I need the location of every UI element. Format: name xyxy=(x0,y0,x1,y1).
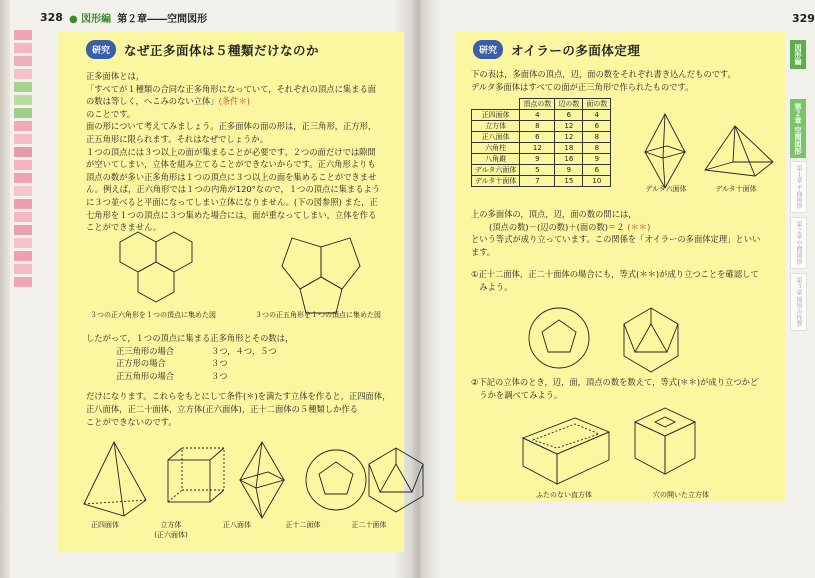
section-label: ● 図形編 xyxy=(68,14,112,25)
index-tab-strip xyxy=(14,30,32,320)
left-page-header xyxy=(40,10,207,25)
para2: 面の形について考えてみましょう。正多面体の面の形は，正三角形，正方形， 正五角形に限られます。それはなぜでしょうか。 xyxy=(86,121,377,144)
pentagon-caption: ３つの正五角形を１つの頂点に集めた図 xyxy=(255,311,381,319)
table-row xyxy=(472,165,611,176)
table-cell: 5 xyxy=(520,165,555,176)
case-count: ３つ xyxy=(211,358,228,369)
table-cell: 12 xyxy=(555,121,583,132)
table-cell: 18 xyxy=(555,143,583,154)
formula-section xyxy=(471,208,781,294)
left-body-2 xyxy=(86,332,400,428)
table-cell: 6 xyxy=(583,165,611,176)
nav-item[interactable]: 第２章 空間図形 xyxy=(790,217,807,269)
table-cell: 6 xyxy=(520,132,555,143)
holed-cube-caption: 穴の開いた立方体 xyxy=(653,491,709,499)
left-research-box xyxy=(58,32,404,552)
table-cell: デルタ十面体 xyxy=(472,176,520,187)
chapter-label: 第２章――空間図形 xyxy=(117,14,208,25)
para4: したがって，１つの頂点に集まる正多角形とその数は， xyxy=(86,333,294,343)
table-header xyxy=(472,99,520,110)
table-cell: 7 xyxy=(520,176,555,187)
table-cell: 4 xyxy=(520,110,555,121)
table-cell: 15 xyxy=(555,176,583,187)
cases-list xyxy=(116,345,400,383)
formula-intro: 上の多面体の，頂点，辺，面の数の間には， xyxy=(471,209,637,219)
solid-caption: 正十二面体 xyxy=(285,521,321,529)
para5: だけになります。これらをもとにして条件(＊)を満たす立体を作ると，正四面体， 正八面体，正二十面体，立方体(正六面体)，正十二面体の５種類しか作る ことができないのです。 xyxy=(86,391,391,427)
dodeca-icosa-figures xyxy=(525,304,685,374)
table-cell: 16 xyxy=(555,154,583,165)
box-caption: ふたのない直方体 xyxy=(536,491,592,499)
table-header: 辺の数 xyxy=(555,99,583,110)
delta6-caption: デルタ六面体 xyxy=(645,185,687,193)
table-row xyxy=(472,143,611,154)
table-row xyxy=(472,176,611,187)
table-cell: 9 xyxy=(520,154,555,165)
table-row xyxy=(472,121,611,132)
solids-captions xyxy=(72,520,402,540)
left-body xyxy=(86,70,400,234)
formula: (頂点の数)－(辺の数)＋(面の数)＝２ xyxy=(489,221,625,232)
case-row xyxy=(116,345,400,358)
table-row xyxy=(472,132,611,143)
delta-polyhedra-figures xyxy=(645,114,775,189)
table-cell: 八角錐 xyxy=(472,154,520,165)
table-cell: 4 xyxy=(583,110,611,121)
table-cell: 9 xyxy=(583,154,611,165)
table-cell: 8 xyxy=(520,121,555,132)
right-title-row xyxy=(473,40,785,59)
three-pentagons-figure xyxy=(276,237,366,317)
nav-item[interactable]: 第１章 平面図形 xyxy=(790,161,807,213)
case-row xyxy=(116,357,400,370)
research-badge: 研究 xyxy=(86,40,116,59)
table-cell: 六角柱 xyxy=(472,143,520,154)
hexagon-caption: ３つの正六角形を１つの頂点に集めた図 xyxy=(90,311,216,319)
case-count: ３つ xyxy=(211,370,228,381)
table-cell: デルタ六面体 xyxy=(472,165,520,176)
right-research-box xyxy=(455,32,785,502)
para1-line3-wrap xyxy=(86,95,400,108)
table-cell: 正八面体 xyxy=(472,132,520,143)
research-badge: 研究 xyxy=(473,40,503,59)
table-cell: 正四面体 xyxy=(472,110,520,121)
table-cell: 6 xyxy=(583,121,611,132)
table-header: 頂点の数 xyxy=(520,99,555,110)
case-shape: 正方形の場合 xyxy=(116,358,166,369)
table-cell: 6 xyxy=(555,110,583,121)
table-cell: 8 xyxy=(583,143,611,154)
platonic-solids-figures xyxy=(76,442,396,522)
table-row xyxy=(472,154,611,165)
left-title-row xyxy=(86,40,404,59)
polyhedra-table xyxy=(471,98,611,187)
para1-line1: 正多面体とは， xyxy=(86,71,145,81)
condition-mark: (条件＊) xyxy=(218,96,250,107)
case-shape: 正五角形の場合 xyxy=(116,370,175,381)
table-cell: 12 xyxy=(520,143,555,154)
formula-mark: (＊＊) xyxy=(627,221,651,232)
table-cell: 10 xyxy=(583,176,611,187)
solid-caption: 正八面体 xyxy=(223,521,251,529)
case-shape: 正三角形の場合 xyxy=(116,345,175,356)
question-2: ②下記の立体のとき，辺，面，頂点の数を数えて，等式(＊＊)が成り立つかど うかを調べてみよう。 xyxy=(471,377,759,400)
formula-after: という等式が成り立っています。この関係を「オイラーの多面体定理」といい ます。 xyxy=(471,234,761,257)
para1-line3: の数は等しく，へこみのない立体」 xyxy=(86,96,219,107)
para3: １つの頂点には３つ以上の面が集まることが必要です。２つの面だけでは隙間 が空いてしまい，立体を組み立てることができないからです。正六角形よりも 頂点の数が多い正多角形は１つの頂点に３つ以上の面を集めることができませ ん。例えば，正六角形では１つの内角が120°なので，１つの頂点に集まるよう に３つ並べると平面になってしまい立体になりません。(下の図参照) また，正 七角形を１つの頂点に３つ集めた場合には，面が重なってしまい，立体を作る ことができません。 xyxy=(86,146,381,233)
nav-tab-figures[interactable]: 図形編 xyxy=(790,40,806,69)
table-cell: 9 xyxy=(555,165,583,176)
table-header: 面の数 xyxy=(583,99,611,110)
solid-caption: 正二十面体 xyxy=(351,521,387,529)
side-index-nav xyxy=(790,24,815,335)
case-count: ３つ，４つ，５つ xyxy=(211,345,277,356)
box-holed-cube-figures xyxy=(515,408,705,488)
nav-tab-chapter2[interactable]: 第２章 空間図形 xyxy=(790,99,806,158)
table-row xyxy=(472,110,611,121)
table-cell: 12 xyxy=(555,132,583,143)
three-hexagons-figure xyxy=(118,232,198,312)
left-title: なぜ正多面体は５種類だけなのか xyxy=(124,42,320,58)
question-1: ①正十二面体，正二十面体の場合にも，等式(＊＊)が成り立つことを確認して みよう。 xyxy=(471,269,759,292)
para1-line4: のことです。 xyxy=(86,108,136,119)
table-intro: 下の表は，多面体の頂点，辺，面の数をそれぞれ書き込んだものです。 デルタ多面体はすべての面が正三角形で作られたものです。 xyxy=(471,69,736,92)
formula-line xyxy=(489,221,781,234)
para1-line2: 「すべてが１種類の合同な正多角形になっていて，それぞれの頂点に集まる面 xyxy=(86,83,377,94)
page-edge xyxy=(0,0,10,578)
solid-caption: 正四面体 xyxy=(91,521,119,529)
nav-item[interactable]: 第３章 図形の性質 xyxy=(790,273,807,331)
table-header-row xyxy=(472,99,611,110)
delta10-caption: デルタ十面体 xyxy=(715,185,757,193)
right-title: オイラーの多面体定理 xyxy=(511,42,641,58)
table-cell: 8 xyxy=(583,132,611,143)
solid-caption: 立方体 (正六面体) xyxy=(154,521,188,539)
page-number-left: 328 xyxy=(40,11,63,24)
table-cell: 立方体 xyxy=(472,121,520,132)
case-row xyxy=(116,370,400,383)
page-number-right: 329 xyxy=(792,12,815,25)
